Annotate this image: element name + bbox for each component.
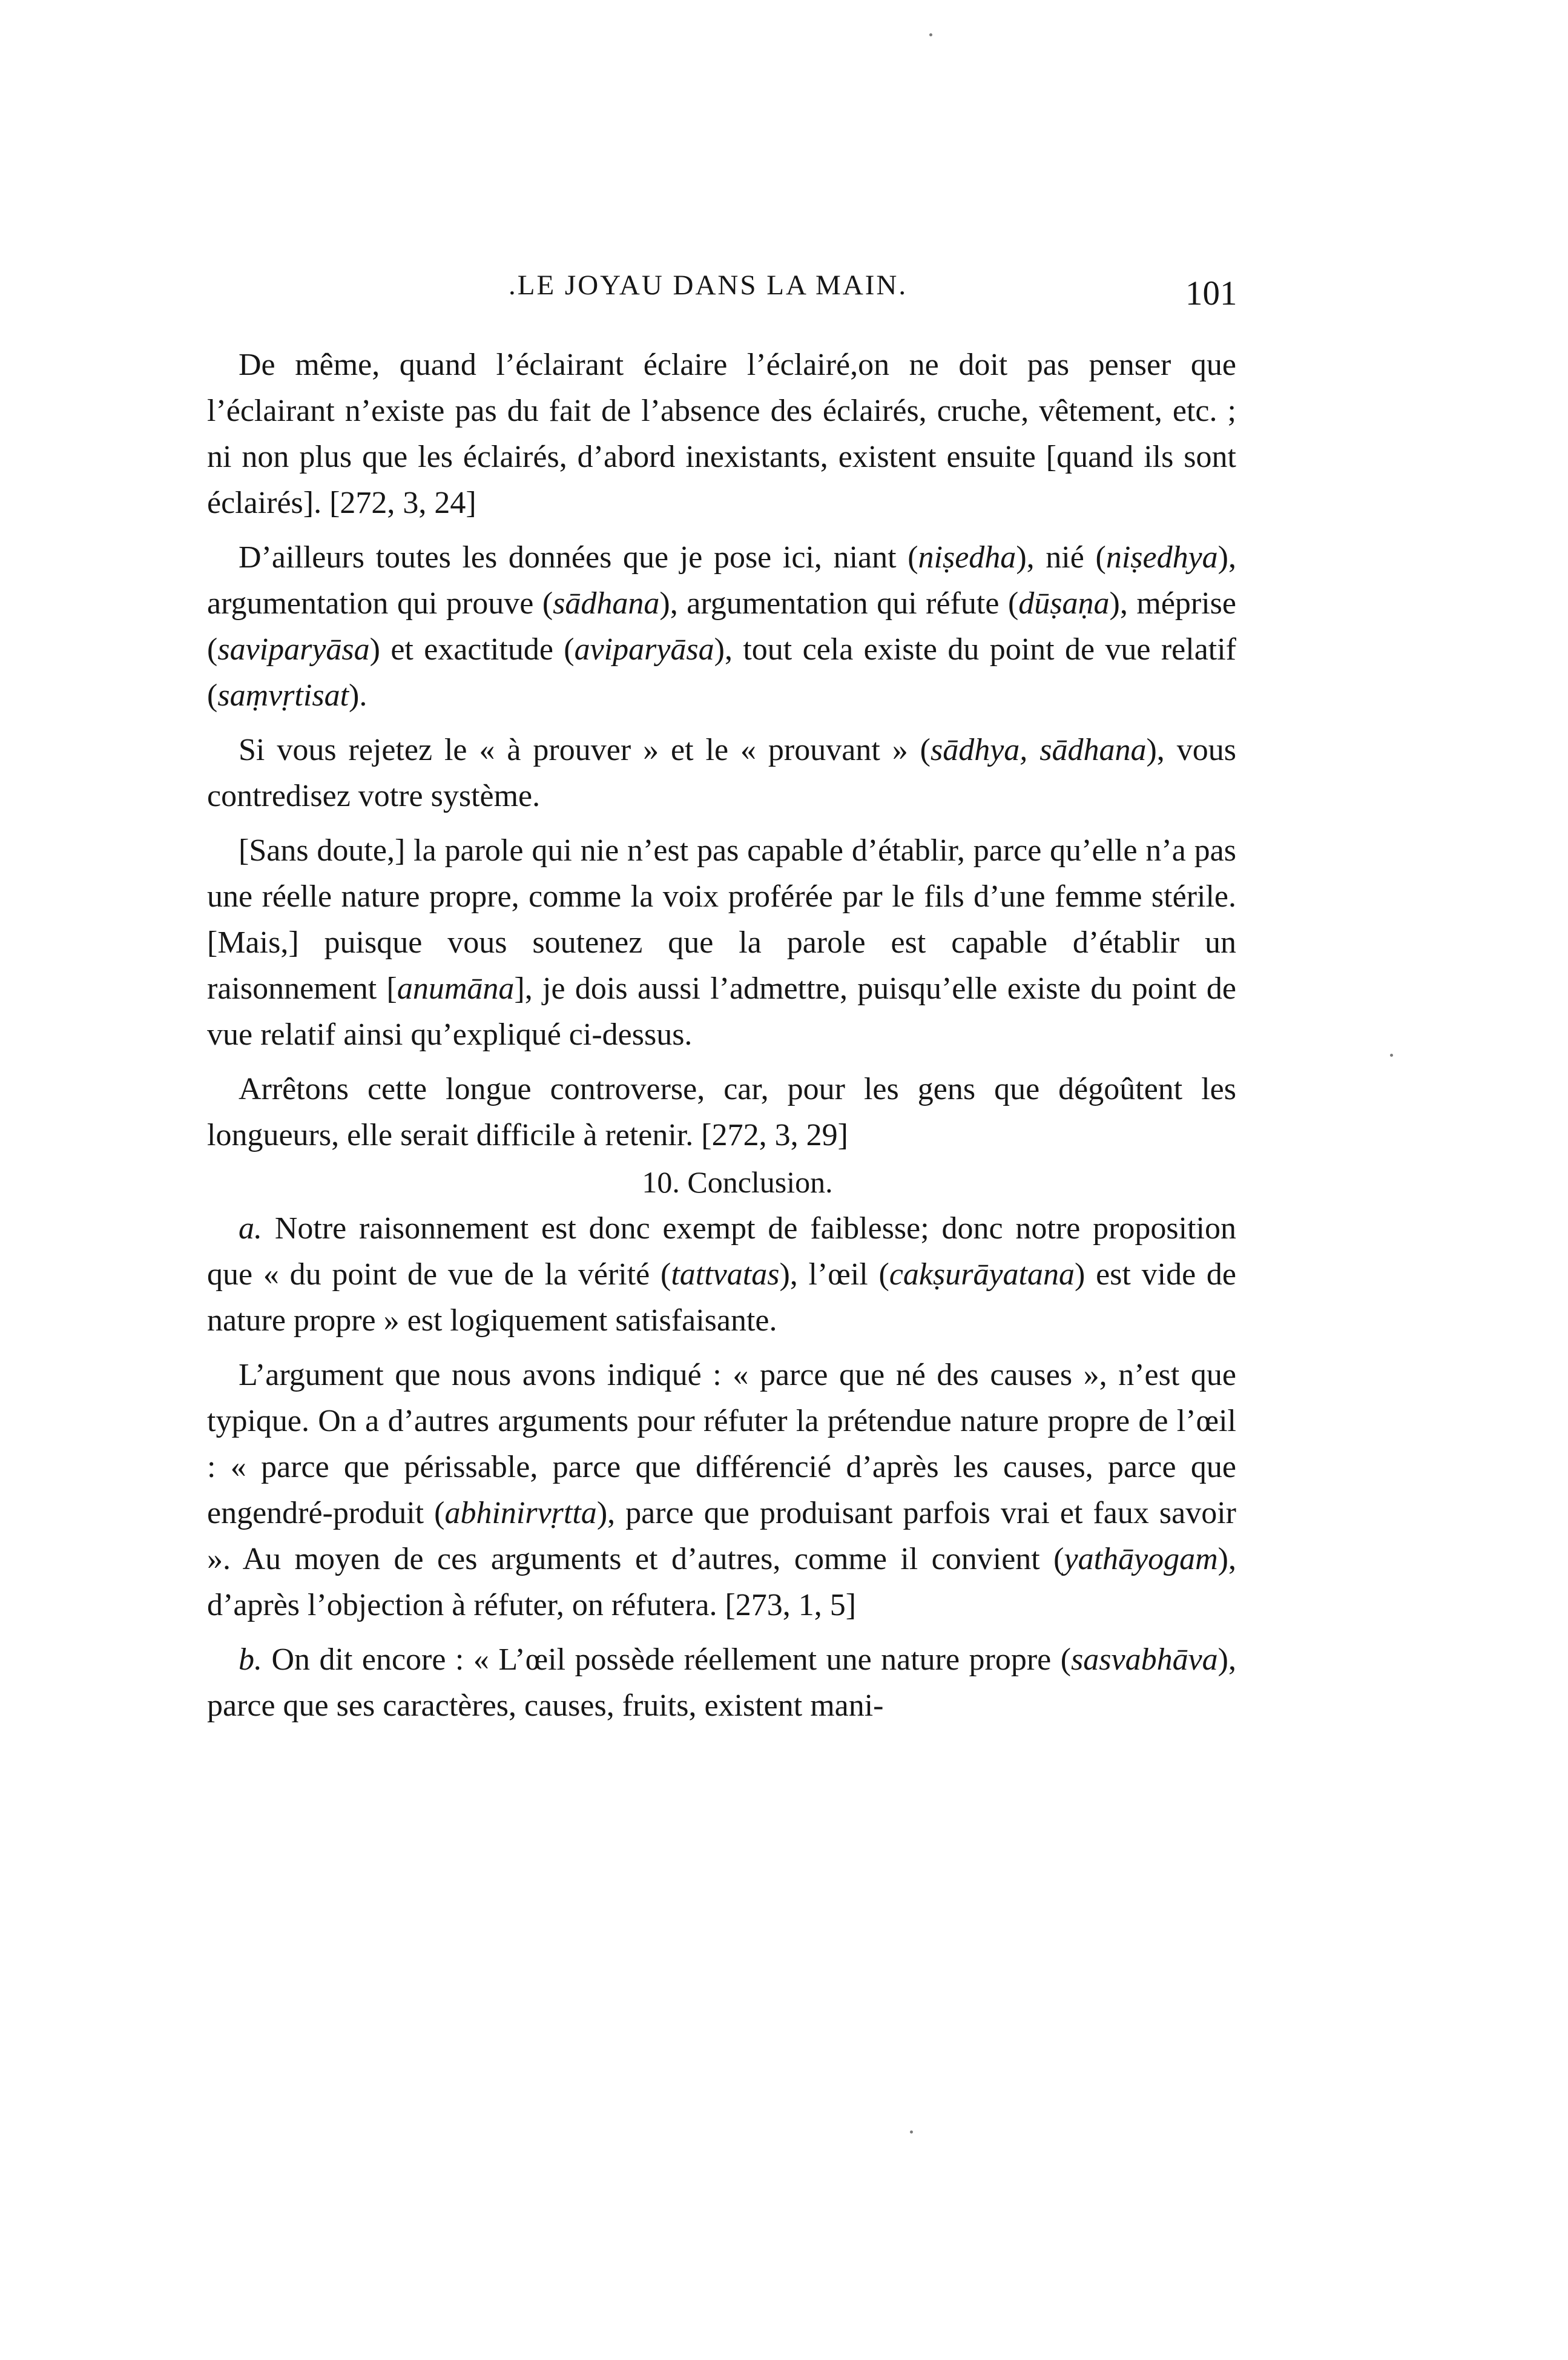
paragraph-argument: L’argument que nous avons indiqué : « parce que né des causes », n’est que typique. On a d’autres arguments pour réfuter la prétendue nature propre de l’œil : « parce que périssable, parce que différencié d’après les causes, parce que engendré-produit (abhinirvṛtta), parce que produisant parfois vrai et faux savoir ». Au moyen de ces arguments et d’autres, comme il convient (yathāyogam), d’après l’objection à réfuter, on réfutera. [273, 1, 5] bbox=[207, 1358, 1236, 1622]
sanskrit-term: aviparyāsa bbox=[574, 632, 714, 667]
sanskrit-term: saṃvṛtisat bbox=[217, 678, 349, 713]
sanskrit-term: sādhana bbox=[553, 586, 660, 621]
sanskrit-term: sādhya, sādhana bbox=[930, 733, 1147, 767]
paragraph-controversy: Arrêtons cette longue controverse, car, pour les gens que dégoûtent les longueurs, elle serait difficile à retenir. [272, 3, 29] bbox=[207, 1072, 1236, 1152]
paragraph-illumination: De même, quand l’éclairant éclaire l’éclairé,on ne doit pas penser que l’éclairant n’existe pas du fait de l’absence des éclairés, cruche, vêtement, etc. ; ni non plus que les éclairés, d’abord inexistants, existent ensuite [quand ils sont éclairés]. [272, 3, 24] bbox=[207, 348, 1236, 520]
item-label: b. bbox=[239, 1642, 262, 1677]
sanskrit-term: sasvabhāva bbox=[1071, 1642, 1218, 1677]
sanskrit-term: abhinirvṛtta bbox=[444, 1496, 597, 1530]
sanskrit-term: yathāyogam bbox=[1064, 1542, 1218, 1576]
paragraph-speech: [Sans doute,] la parole qui nie n’est pas capable d’établir, parce qu’elle n’a pas une réelle nature propre, comme la voix proférée par le fils d’une femme stérile. [Mais,] puisque vous soutenez que la parole est capable d’établir un raisonnement [anumāna], je dois aussi l’admettre, puisqu’elle existe du point de vue relatif ainsi qu’expliqué ci-dessus. bbox=[207, 833, 1237, 1052]
sanskrit-term: tattvatas bbox=[671, 1257, 780, 1292]
section-title: 10. Conclusion. bbox=[642, 1165, 833, 1199]
paragraph-system: Si vous rejetez le « à prouver » et le « prouvant » (sādhya, sādhana), vous contredisez votre système. bbox=[207, 733, 1236, 813]
paragraph-conclusion-b: b. On dit encore : « L’œil possède réellement une nature propre (sasvabhāva), parce que ses caractères, causes, fruits, existent mani- bbox=[207, 1642, 1236, 1723]
page-number: 101 bbox=[1185, 274, 1237, 312]
sanskrit-term: dūṣaṇa bbox=[1018, 586, 1110, 621]
sanskrit-term: saviparyāsa bbox=[217, 632, 370, 667]
paragraph-conclusion-a: a. Notre raisonnement est donc exempt de faiblesse; donc notre proposition que « du point de vue de la vérité (tattvatas), l’œil (cakṣurāyatana) est vide de nature propre » est logiquement satisfaisante. bbox=[207, 1211, 1237, 1338]
scan-speck bbox=[1390, 1054, 1393, 1057]
sanskrit-term: anumāna bbox=[397, 971, 515, 1006]
paragraph-relative-data: D’ailleurs toutes les données que je pose ici, niant (niṣedha), nié (niṣedhya), argumentation qui prouve (sādhana), argumentation qui réfute (dūṣaṇa), méprise (saviparyāsa) et exactitude (aviparyāsa), tout cela existe du point de vue relatif (saṃvṛtisat). bbox=[207, 540, 1236, 713]
scan-speck bbox=[929, 33, 932, 36]
item-label: a. bbox=[239, 1211, 262, 1246]
sanskrit-term: niṣedha bbox=[918, 540, 1016, 575]
scan-speck bbox=[910, 2130, 913, 2134]
body-text bbox=[207, 342, 1236, 1737]
sanskrit-term: cakṣurāyatana bbox=[889, 1257, 1075, 1292]
running-title: .LE JOYAU DANS LA MAIN. bbox=[509, 269, 908, 301]
sanskrit-term: niṣedhya bbox=[1105, 540, 1218, 575]
